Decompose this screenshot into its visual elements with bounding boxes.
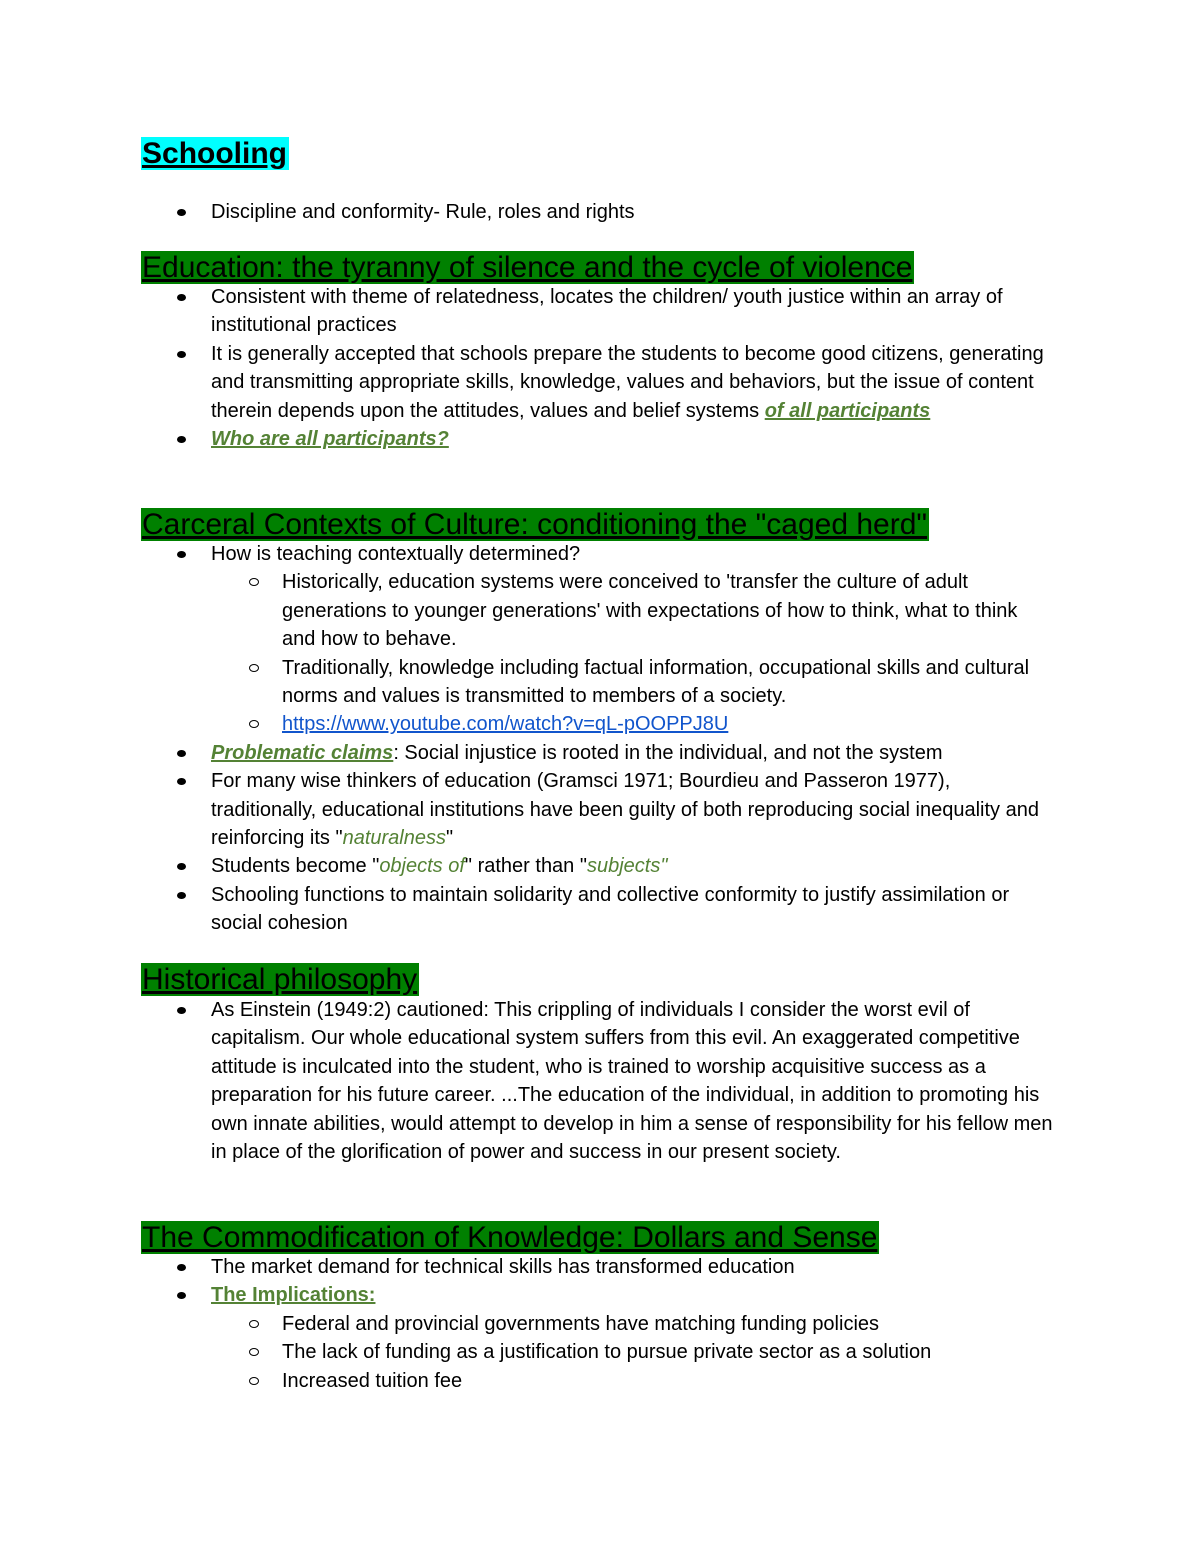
bullet-icon: [177, 551, 186, 558]
list-item-text: Discipline and conformity- Rule, roles and rights: [211, 201, 635, 223]
list-item-text: Historically, education systems were conceived to 'transfer the culture of adult generations to younger generations' with expectations of how to think, what to think and how to behave.: [282, 571, 1018, 651]
hollow-bullet-icon: [249, 720, 259, 728]
section-heading-historical: [141, 963, 419, 996]
list-item-text: As Einstein (1949:2) cautioned: This crippling of individuals I consider the worst evil of capitalism. Our whole educational system suffers from this evil. An exaggerated competitive attitude is inculcated into the student, who is trained to worship acquisitive success as a preparation for his future career. ...The education of the individual, in addition to promoting his own innate abilities, would attempt to develop in him a sense of responsibility for his fellow men in place of the glorification of power and success in our present society.: [211, 999, 1053, 1164]
list-item: [0, 996, 1061, 1166]
list-item-text: How is teaching contextually determined?: [211, 543, 581, 565]
section-heading-text: Carceral Contexts of Culture: conditioning the "caged herd": [142, 508, 928, 541]
sub-list-item: [0, 710, 1052, 738]
list-item: [0, 283, 1061, 340]
list-item-text: Schooling functions to maintain solidarity and collective conformity to justify assimilation or social cohesion: [211, 883, 1010, 935]
bullet-icon: [177, 892, 186, 899]
sub-list-item: [0, 1310, 1052, 1338]
list-item: [0, 881, 1061, 938]
italic-text: objects of: [379, 855, 465, 878]
list-item-text: Traditionally, knowledge including factual information, occupational skills and cultural norms and values is transmitted to members of a society.: [282, 656, 1030, 708]
list-item-text: Students become ": [211, 855, 380, 878]
list-item-text: The lack of funding as a justification to pursue private sector as a solution: [282, 1341, 932, 1364]
hollow-bullet-icon: [249, 1377, 259, 1385]
list-item-text: " rather than ": [464, 855, 587, 878]
section-heading-text: Historical philosophy: [142, 963, 418, 996]
list-item: [0, 340, 1061, 425]
section-heading-schooling: [141, 137, 289, 170]
section-heading-text: The Commodification of Knowledge: Dollars and Sense: [142, 1221, 878, 1254]
section-heading-education: [141, 251, 914, 284]
bullet-icon: [177, 750, 186, 757]
list-item-text: Federal and provincial governments have matching funding policies: [282, 1312, 880, 1335]
section-heading-commodification: [141, 1221, 879, 1254]
list-item: [0, 767, 1061, 852]
section-heading-text: Education: the tyranny of silence and the cycle of violence: [142, 251, 913, 284]
section-heading-carceral: [141, 508, 929, 541]
italic-text: subjects": [586, 855, 668, 878]
bullet-icon: [177, 1264, 186, 1271]
bullet-icon: [177, 436, 186, 443]
sub-list-item: [0, 654, 1052, 711]
section-heading-text: Schooling: [142, 137, 287, 170]
bullet-icon: [177, 209, 186, 216]
emphasis-text: of all participants: [764, 399, 931, 422]
list-item: [0, 739, 1061, 767]
list-item: [0, 1253, 1061, 1281]
bullet-icon: [177, 778, 186, 785]
list-item: [0, 198, 1061, 226]
bullet-icon: [177, 294, 186, 301]
sub-list-item: [0, 1338, 1052, 1366]
list-item-text: The market demand for technical skills has transformed education: [211, 1256, 795, 1278]
list-item: [0, 1281, 1061, 1309]
hollow-bullet-icon: [249, 1348, 259, 1356]
bullet-list: [0, 198, 1200, 226]
bullet-list: [0, 540, 1200, 938]
bullet-icon: [177, 1292, 186, 1299]
italic-text: naturalness: [342, 827, 446, 850]
list-item: [0, 540, 1061, 568]
list-item-text: For many wise thinkers of education (Gramsci 1971; Bourdieu and Passeron 1977), traditionally, educational institutions have been guilty of both reproducing social inequality and reinforcing its ": [211, 770, 1039, 850]
bullet-icon: [177, 1007, 186, 1014]
youtube-link[interactable]: https://www.youtube.com/watch?v=qL-pOOPPJ8U: [282, 713, 729, 736]
list-item-text: ": [446, 827, 454, 850]
list-item: [0, 425, 1061, 453]
list-item: [0, 852, 1061, 880]
sub-list-item: [0, 1367, 1052, 1395]
hollow-bullet-icon: [249, 578, 259, 586]
bullet-list: [0, 283, 1200, 453]
list-item-text: Consistent with theme of relatedness, locates the children/ youth justice within an array of institutional practices: [211, 286, 1003, 337]
hollow-bullet-icon: [249, 664, 259, 672]
bullet-list: [0, 1253, 1200, 1395]
emphasis-text: Who are all participants?: [211, 428, 449, 451]
sub-list-item: [0, 568, 1052, 653]
hollow-bullet-icon: [249, 1320, 259, 1328]
list-item-text: : Social injustice is rooted in the individual, and not the system: [393, 741, 943, 764]
emphasis-text: Problematic claims: [211, 741, 394, 764]
bullet-icon: [177, 863, 186, 870]
list-item-text: It is generally accepted that schools prepare the students to become good citizens, generating and transmitting appropriate skills, knowledge, values and behaviors, but the issue of content therein depends upon the attitudes, values and belief systems: [211, 342, 1044, 422]
list-item-text: Increased tuition fee: [282, 1369, 463, 1392]
emphasis-text: The Implications:: [211, 1284, 376, 1307]
bullet-list: [0, 996, 1200, 1166]
bullet-icon: [177, 351, 186, 358]
